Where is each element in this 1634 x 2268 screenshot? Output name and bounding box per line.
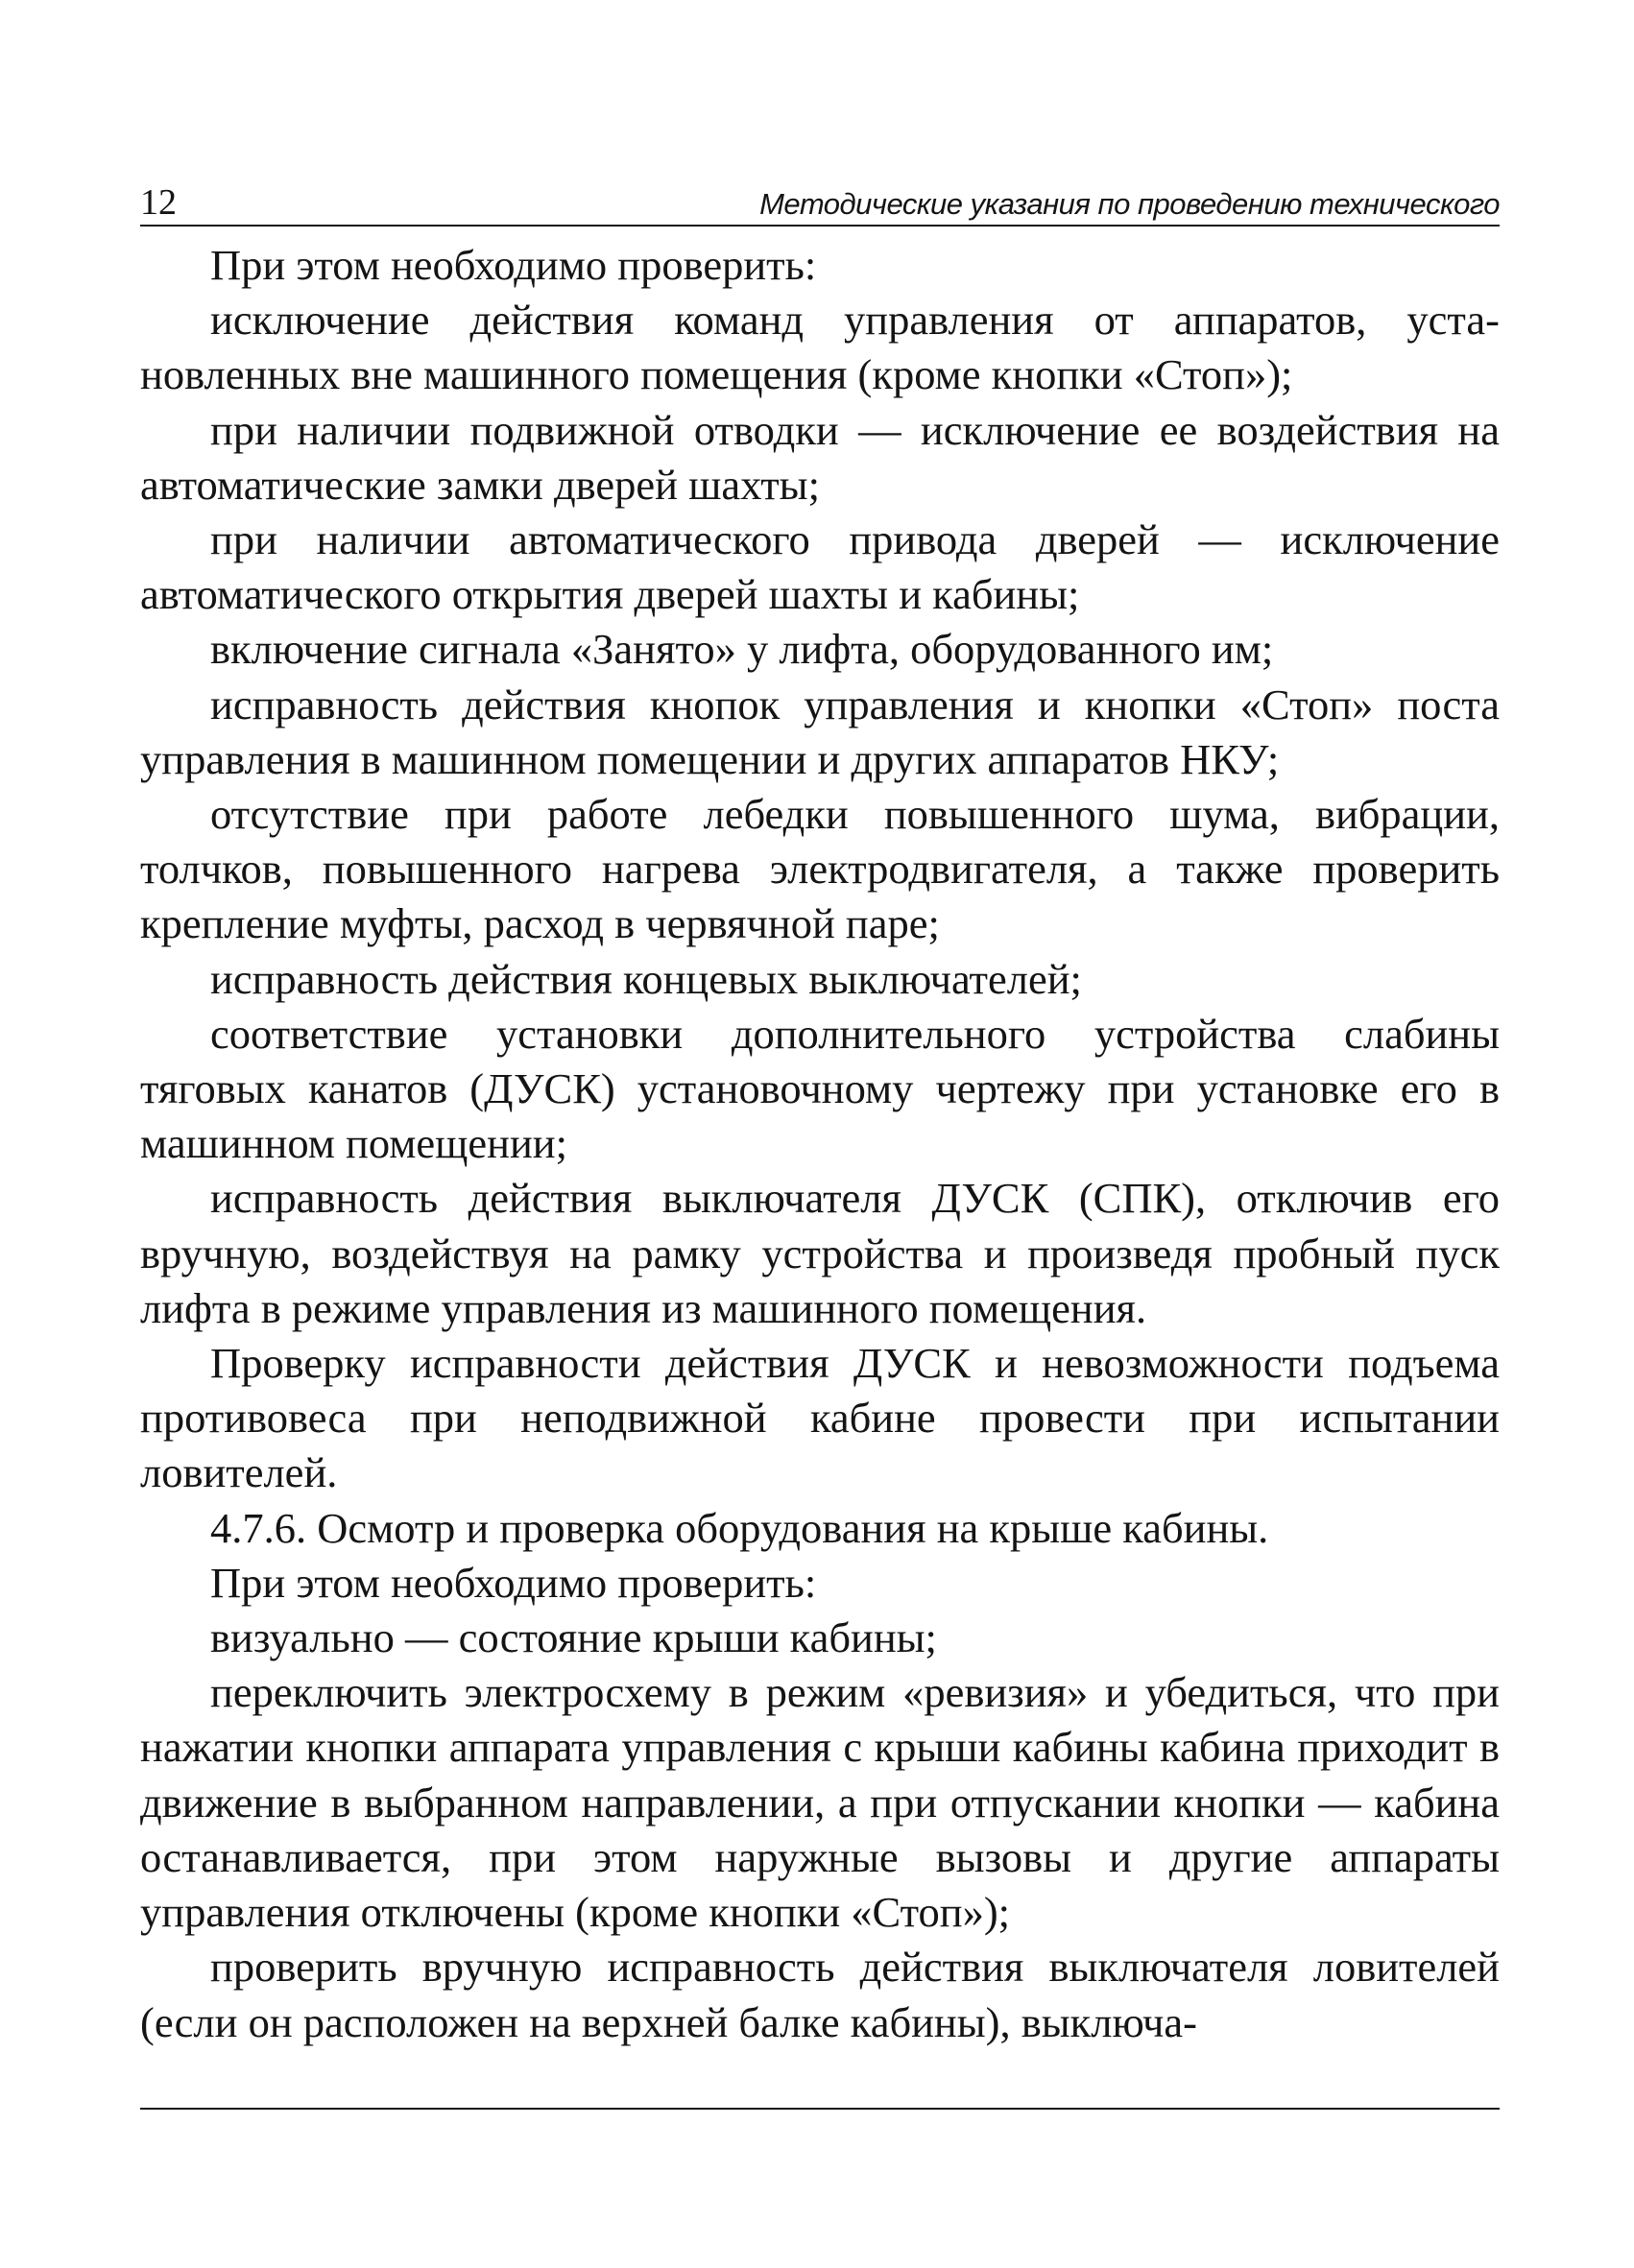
page-number: 12 xyxy=(140,182,177,223)
running-header xyxy=(140,180,1500,227)
paragraph: отсутствие при работе лебедки повышенного шума, вибрации, толчков, повышенного нагрева электродвигателя, а также проверить крепление муфты, расход в червячной паре; xyxy=(140,790,1500,948)
paragraph: исправность действия кнопок управления и кнопки «Стоп» поста управления в машинном помещении и других аппаратов НКУ; xyxy=(140,680,1500,783)
paragraph: при наличии автоматического привода дверей — исключение автоматического открытия дверей шахты и кабины; xyxy=(140,515,1500,619)
body-text xyxy=(140,238,1500,2050)
paragraph: При этом необходимо проверить: xyxy=(210,1558,817,1607)
paragraph: включение сигнала «Занято» у лифта, оборудованного им; xyxy=(210,625,1274,674)
paragraph: визуально — состояние крыши кабины; xyxy=(210,1613,937,1662)
section-heading: 4.7.6. Осмотр и проверка оборудования на крыше кабины. xyxy=(210,1503,1269,1552)
book-page xyxy=(140,180,1500,2050)
paragraph: При этом необходимо проверить: xyxy=(210,241,817,289)
paragraph: исправность действия выключателя ДУСК (СПК), отключив его вручную, воздействуя на рамку устройства и произведя пробный пуск лифта в режиме управления из машинного помещения. xyxy=(140,1174,1500,1332)
footer-rule xyxy=(140,2108,1500,2110)
running-title: Методические указания по проведению технического xyxy=(759,187,1500,221)
paragraph: при наличии подвижной отводки — исключение ее воздействия на автоматические замки дверей шахты; xyxy=(140,405,1500,509)
paragraph: исключение действия команд управления от аппаратов, установленных вне машинного помещения (кроме кнопки «Стоп»); xyxy=(140,296,1500,399)
paragraph: исправность действия концевых выключателей; xyxy=(210,954,1082,1003)
paragraph: Проверку исправности действия ДУСК и невозможности подъема противовеса при неподвижной кабине провести при испытании ловителей. xyxy=(140,1339,1500,1497)
paragraph: соответствие установки дополнительного устройства слабины тяговых канатов (ДУСК) установочному чертежу при установке его в машинном помещении; xyxy=(140,1009,1500,1168)
paragraph: переключить электросхему в режим «ревизия» и убедиться, что при нажатии кнопки аппарата управления с крыши кабины кабина приходит в движение в выбранном направлении, а при отпускании кнопки — кабина останавливается, при этом наружные вызовы и другие аппараты управления отключены (кроме кнопки «Стоп»); xyxy=(140,1668,1500,1937)
paragraph: проверить вручную исправность действия выключателя ловителей (если он расположен на верхней балке кабины), выключа- xyxy=(140,1943,1500,2046)
